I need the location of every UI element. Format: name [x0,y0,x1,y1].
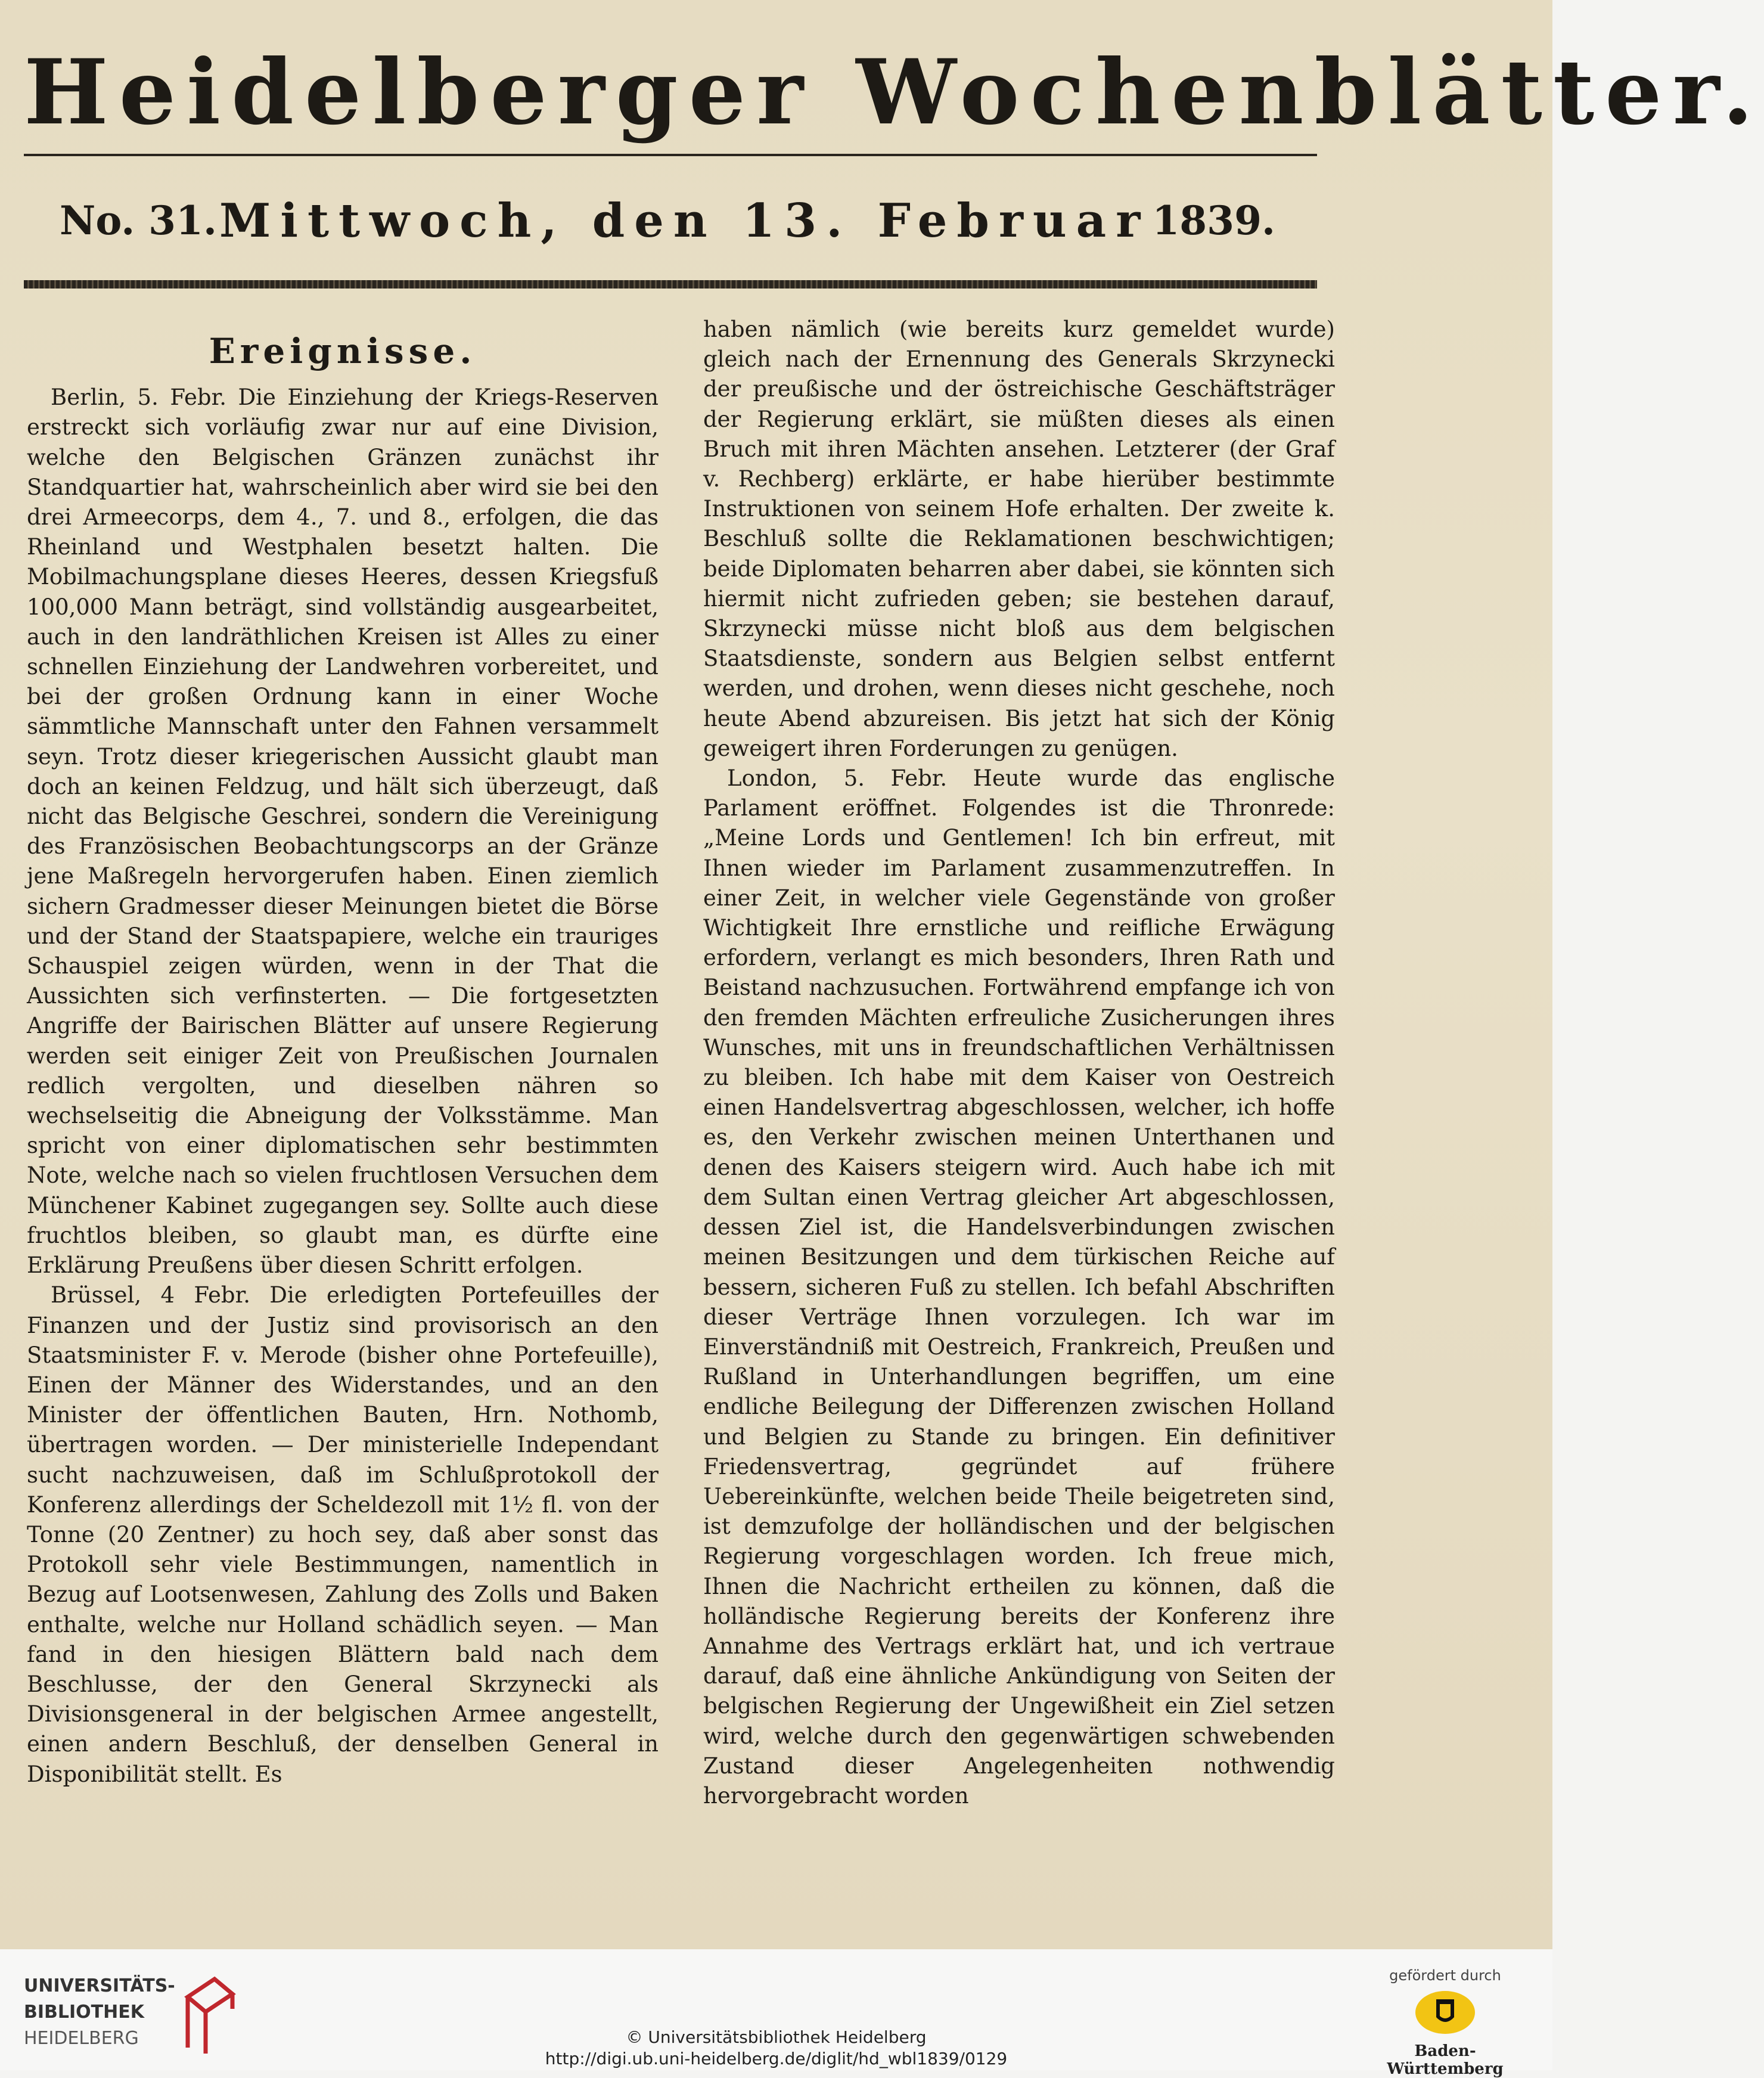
logo-line-3: HEIDELBERG [24,2028,139,2049]
article-london: London, 5. Febr. Heute wurde das englische Parlament eröffnet. Folgendes ist die Thronrede: „Meine Lords und Gentlemen! Ich bin erfreut, mit Ihnen wieder im Parlament zusammenzutreffen. In einer Zeit, in welcher viele Gegenstände von großer Wichtigkeit Ihre ernstliche und reifliche Erwägung erfordern, verlangt es mich besonders, Ihren Rath und Beistand nachzusuchen. Fortwährend empfange ich von den fremden Mächten erfreuliche Zusicherungen ihres Wunsches, mit uns in freundschaftlichen Verhältnissen zu bleiben. Ich habe mit dem Kaiser von Oestreich einen Handelsvertrag abgeschlossen, welcher, ich hoffe es, den Verkehr zwischen meinen Unterthanen und denen des Kaisers steigern wird. Auch habe ich mit dem Sultan einen Vertrag gleicher Art abgeschlossen, dessen Ziel ist, die Handelsverbindungen zwischen meinen Besitzungen und dem türkischen Reiche auf bessern, sicheren Fuß zu stellen. Ich befahl Abschriften dieser Verträge Ihnen vorzulegen. Ich war im Einverständniß mit Oestreich, Frankreich, Preußen und Rußland in Unterhandlungen begriffen, um eine endliche Beilegung der Differenzen zwischen Holland und Belgien zu Stande zu bringen. Ein definitiver Friedensvertrag, gegründet auf frühere Uebereinkünfte, welchen beide Theile beigetreten sind, ist demzufolge der holländischen und der belgischen Regierung vorgeschlagen worden. Ich freue mich, Ihnen die Nachricht ertheilen zu können, daß die holländische Regierung bereits der Konferenz ihre Annahme des Vertrags erklärt hat, und ich vertraue darauf, daß eine ähnliche Ankündigung von Seiten der belgischen Regierung der Ungewißheit ein Ziel setzen wird, welche durch den gegenwärtigen schwebenden Zustand dieser Angelegenheiten nothwendig hervorgebracht worden [703,765,1335,1809]
footer-credit [0,2027,1552,2070]
coat-of-arms-icon [1412,1989,1478,2036]
left-column [27,322,659,1789]
article-berlin: Berlin, 5. Febr. Die Einziehung der Kriegs-Reserven erstreckt sich vorläufig zwar nur auf eine Division, welche den Belgischen Gränzen zunächst ihr Standquartier hat, wahrscheinlich aber wird sie bei den drei Armeecorps, dem 4., 7. und 8., erfolgen, die das Rheinland und Westphalen besetzt halten. Die Mobilmachungsplane dieses Heeres, dessen Kriegsfuß 100,000 Mann beträgt, sind vollständig ausgearbeitet, auch in den landräthlichen Kreisen ist Alles zu einer schnellen Einziehung der Landwehren vorbereitet, und bei der großen Ordnung kann in einer Woche sämmtliche Mannschaft unter den Fahnen versammelt seyn. Trotz dieser kriegerischen Aussicht glaubt man doch an keinen Feldzug, und hält sich überzeugt, daß nicht das Belgische Geschrei, sondern die Vereinigung des Französischen Beobachtungscorps an der Gränze jene Maßregeln hervorgerufen haben. Einen ziemlich sichern Gradmesser dieser Meinungen bietet die Börse und der Stand der Staatspapiere, welche ein trauriges Schauspiel zeigen würden, wenn in der That die Aussichten sich verfinsterten. — Die fortgesetzten Angriffe der Bairischen Blätter auf unsere Regierung werden seit einiger Zeit von Preußischen Journalen redlich vergolten, und dieselben nähren so wechselseitig die Abneigung der Volksstämme. Man spricht von einer diplomatischen sehr bestimmten Note, welche nach so vielen fruchtlosen Versuchen dem Münchener Kabinet zugegangen sey. Sollte auch diese fruchtlos bleiben, so glaubt man, es dürfte eine Erklärung Preußens über diesen Schritt erfolgen. [27,384,659,1279]
funder-block [1368,1967,1523,2078]
section-title: Ereignisse. [209,331,477,371]
issue-number: No. 31. [60,197,217,244]
logo-line-1: UNIVERSITÄTS- [24,1975,175,1996]
issue-date: Mittwoch, den 13. Februar [219,193,1150,248]
dateline-rule [24,280,1317,289]
logo-line-2: BIBLIOTHEK [24,2002,144,2023]
article-bruessel-cont: haben nämlich (wie bereits kurz gemeldet wurde) gleich nach der Ernennung des Generals Skrzynecki der preußische und der östreichische Geschäftsträger der Regierung erklärt, sie müßten dieses als einen Bruch mit ihren Mächten ansehen. Letzterer (der Graf v. Rechberg) erklärte, er habe hierüber bestimmte Instruktionen von seinem Hofe erhalten. Der zweite k. Beschluß sollte die Reklamationen beschwichtigen; beide Diplomaten beharren aber dabei, sie könnten sich hiermit nicht zufrieden geben; sie bestehen darauf, Skrzynecki müsse nicht bloß aus dem belgischen Staatsdienste, sondern aus Belgien selbst entfernt werden, und drohen, wenn dieses nicht geschehe, noch heute Abend abzureisen. Bis jetzt hat sich der König geweigert ihren Forderungen zu genügen. [703,317,1335,761]
masthead-rule [24,154,1317,156]
funder-name: Baden-Württemberg [1387,2042,1504,2078]
viewer-footer [0,1949,1552,2078]
masthead-title: Heidelberger Wochenblätter. [24,40,1764,145]
funded-by-label: gefördert durch [1389,1967,1501,1984]
issue-year: 1839. [1152,197,1275,244]
article-bruessel: Brüssel, 4 Febr. Die erledigten Portefeuilles der Finanzen und der Justiz sind provisorisch an den Staatsminister F. v. Merode (bisher ohne Portefeuille), Einen der Männer des Widerstandes, und an den Minister der öffentlichen Bauten, Hrn. Nothomb, übertragen worden. — Der ministerielle Independant sucht nachzuweisen, daß im Schlußprotokoll der Konferenz allerdings der Scheldezoll mit 1½ fl. von der Tonne (20 Zentner) zu hoch sey, daß aber sonst das Protokoll sehr viele Bestimmungen, namentlich in Bezug auf Lootsenwesen, Zahlung des Zolls und Baken enthalte, welche nur Holland schädlich seyen. — Man fand in den hiesigen Blättern bald nach dem Beschlusse, der den General Skrzynecki als Divisionsgeneral in der belgischen Armee angestellt, einen andern Beschluß, der denselben General in Disponibilität stellt. Es [27,1282,659,1787]
dateline [60,188,1275,253]
copyright-text: © Universitätsbibliothek Heidelberg [626,2027,927,2047]
right-column [703,315,1335,1811]
source-url-link[interactable]: http://digi.ub.uni-heidelberg.de/diglit/hd_wbl1839/0129 [545,2049,1008,2068]
